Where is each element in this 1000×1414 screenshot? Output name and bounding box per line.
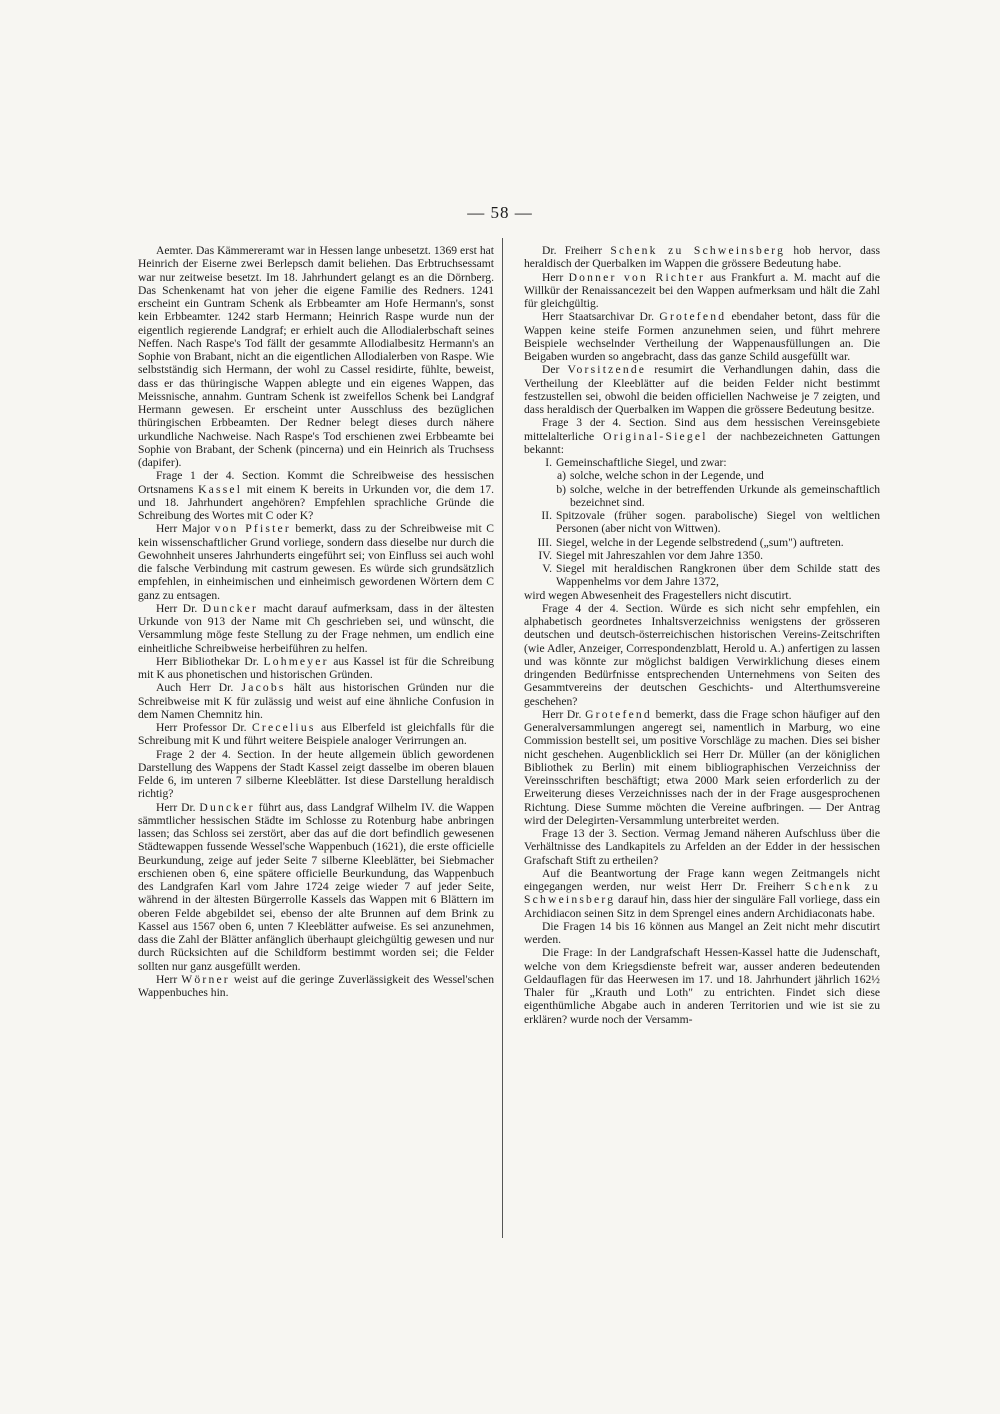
left-paragraph — [138, 748, 494, 801]
speaker-name: Grotefend — [659, 310, 727, 324]
speaker-name: Wörner — [181, 972, 230, 986]
list-item — [524, 469, 880, 482]
left-paragraph — [138, 469, 494, 522]
right-intro-paragraph — [524, 416, 880, 456]
paragraph-text: der nachbezeichneten Gattungen bekannt: — [524, 429, 880, 456]
column-divider — [502, 238, 503, 1238]
right-paragraph — [524, 867, 880, 920]
list-item-number: V. — [542, 562, 552, 575]
speaker-name: Duncker — [199, 800, 255, 814]
paragraph-text: Herr Professor Dr. — [156, 721, 252, 734]
paragraph-text: Der — [542, 363, 568, 377]
paragraph-text: hält aus historischen Gründen nur die Schreibweise mit K für zulässig und weist auf eine ähnliche Confusion in dem Namen Chemnitz hin. — [138, 681, 494, 721]
paragraph-text: darauf hin, dass hier der singuläre Fall vorliege, dass ein Archidiacon seinen Sitz in dem Sprengel eines andern Archidiaconats habe. — [524, 893, 880, 920]
paragraph-text: aus Kassel ist für die Schreibung mit K aus phonetischen und historischen Gründen. — [138, 654, 494, 681]
right-paragraph — [524, 708, 880, 827]
speaker-name: von Pfister — [214, 522, 291, 536]
page-number: — 58 — — [467, 203, 533, 222]
list-item — [524, 509, 880, 536]
list-item-number: III. — [537, 535, 552, 549]
left-paragraph — [138, 973, 494, 1000]
right-paragraph — [524, 827, 880, 867]
right-intro-paragraph — [524, 244, 880, 271]
left-paragraph — [138, 244, 494, 469]
speaker-name: Kassel — [198, 482, 243, 496]
paragraph-text: Herr Dr. — [156, 800, 200, 814]
paragraph-text: Frage 2 der 4. Section. In der heute allgemein üblich gewordenen Darstellung des Wappens der Stadt Kassel zeigt dasselbe im oberen blauen Felde 6, im unteren 7 silberne Kleeblätter. Ist diese Darstellung heraldisch richtig? — [138, 747, 494, 801]
right-column — [524, 244, 880, 1026]
paragraph-text: bemerkt, dass zu der Schreibweise mit C kein wissenschaftlicher Grund vorliege, sondern dass dieselbe nur durch die Gewohnheit unseres Jahrhunderts eingeführt sei; von Einfluss sei auch wohl die falsche Verbindung mit castrum gewesen. Es würde sich grundsätzlich empfehlen, in einheimischen und einheimisch gewordenen Wörtern dem C ganz zu entsagen. — [138, 522, 494, 602]
paragraph-text: hob hervor, dass heraldisch der Querbalken im Wappen die grössere Bedeutung habe. — [524, 244, 880, 271]
speaker-name: Crecelius — [251, 721, 316, 734]
list-item-number: IV. — [538, 548, 552, 562]
speaker-name: Donner von Richter — [568, 270, 706, 284]
list-item-text: Gemeinschaftliche Siegel, und zwar: — [556, 456, 727, 469]
paragraph-text: Aemter. Das Kämmereramt war in Hessen lange unbesetzt. 1369 erst hat Heinrich der Eiserne zwei Berlepsch damit beliehen. Das Erbtruchsessamt war nur zeitweise besetzt. Im 18. Jahrhundert gelangt es an die Dörnberg. Das Schenkenamt hat von jeher die eigene Familie des Redners. 1241 erscheint ein Guntram Schenk als Erbbeamter am Hofe Hermann's, sonst kein Erbbeamter. 1242 starb Hermann; Heinrich Raspe wurde nun der eigentlich regierende Landgraf; er erhielt auch die Allodialerbschaft seines Neffen. Nach Raspe's Tod fällt der gesammte Allodialbesitz Hermann's an Sophie von Brabant, nicht an die eigentlichen Allodialerben von Raspe. Wie selbstständig sich Hermann, der wohl zu Cassel residirte, fühlte, beweist, dass er das thüringische Wappen ablegte und ein eigenes Wappen, das Meissnische, annahm. Guntram Schenk ist zweifellos Schenk bei Landgraf Hermann gewesen. Er erscheint unter Ausschluss des bezüglichen thüringischen Erbbeamten. Der Redner belegt dieses durch nähere urkundliche Nachweise. Nach Raspe's Tod erschienen zwei Erbbeamte bei Sophie von Brabant, der Schenk (pincerna) und ein Heinrich als Truchsess (dapifer). — [138, 244, 494, 469]
list-item — [524, 536, 880, 549]
paragraph-text: aus Elberfeld ist gleichfalls für die Schreibung mit K und führt weitere Beispiele analoger Verirrungen an. — [138, 721, 494, 748]
paragraph-text: Frage 1 der 4. Section. Kommt die Schreibweise des hessischen Ortsnamens — [138, 469, 494, 496]
list-item-text: Siegel mit heraldischen Rangkronen über dem Schilde statt des Wappenhelms vor dem Jahre 1372, — [556, 562, 880, 589]
paragraph-text: mit einem K bereits in Urkunden vor, die dem 17. und 18. Jahrhundert angehören? Empfehlen sprachliche Gründe die Schreibung des Wortes mit C oder K? — [138, 482, 495, 522]
list-item — [524, 483, 880, 510]
right-intro-paragraph — [524, 310, 880, 363]
speaker-name: Grotefend — [585, 707, 652, 721]
list-item-text: Siegel, welche in der Legende selbstredend („sum") auftreten. — [556, 535, 844, 549]
speaker-name: Jacobs — [241, 681, 286, 695]
list-item-text: Spitzovale (früher sogen. parabolische) Siegel von weltlichen Personen (aber nicht von Wittwen). — [556, 509, 880, 536]
paragraph-text: führt aus, dass Landgraf Wilhelm IV. die Wappen sämmtlicher hessischen Städte im Schlosse zu Rotenburg habe anbringen lassen; das Schloss sei zerstört, aber das auf die dort befindlich gewesenen Städtewappen fussende Wessel'sche Wappenbuch (1621), die erste officielle Beurkundung, zeige auf jeder Seite 7 silberne Kleeblätter, bei Siebmacher erschienen oben 6, eine spätere officielle Beurkundung, das Wappenbuch des Landgrafen Karl vom Jahre 1724 zeige wieder 7 auf jeder Seite, während in der ältesten Bürgerrolle Kassels das Wappen mit 6 Blättern im oberen Felde abgebildet sei, ebenso der alte Brunnen auf dem Brink zu Kassel aus 1567 oben 6, unten 7 Kleeblätter aufweise. Es sei anzunehmen, dass die Zahl der Blätter anfänglich überhaupt gleichgültig gewesen und nur durch Rücksichten auf die Schildform bestimmt worden sei; die Felder sollten nur ganz ausgefüllt werden. — [138, 800, 494, 973]
paragraph-text: Herr Bibliothekar Dr. — [156, 654, 264, 668]
paragraph-text: Herr Dr. — [542, 707, 586, 721]
list-tail: wird wegen Abwesenheit des Fragestellers nicht discutirt. — [524, 588, 792, 602]
list-item — [524, 456, 880, 469]
list-item-number: a) — [556, 469, 566, 483]
paragraph-text: Herr — [156, 972, 182, 986]
paragraph-text: Frage 3 der 4. Section. Sind aus dem hessischen Vereinsgebiete mittelalterliche — [524, 416, 880, 443]
speaker-name: Original-Siegel — [603, 429, 708, 443]
right-paragraphs — [524, 602, 880, 1026]
list-item-text: solche, welche schon in der Legende, und — [570, 469, 764, 483]
left-paragraph — [138, 721, 494, 748]
left-paragraph — [138, 655, 494, 682]
speaker-name: Schenk zu Schweinsberg — [610, 244, 786, 257]
paragraph-text: ebendaher betont, dass für die Wappen keine steife Formen anzunehmen seien, und führt mehrere Beispiele wechselnder Vertheilung der Wappenausfüllungen an. Die Beigaben wurden so angebracht, dass das ganze Schild ausgefüllt war. — [524, 310, 880, 363]
left-column — [138, 244, 494, 999]
paragraph-text: Herr Major — [156, 522, 215, 536]
speaker-name: Schenk zu Schweinsberg — [524, 880, 880, 907]
paragraph-text: aus Frankfurt a. M. macht auf die Willkür der Renaissancezeit bei den Wappen aufmerksam und hält die Zahl für gleichgültig. — [524, 270, 881, 310]
list-item-text: Siegel mit Jahreszahlen vor dem Jahre 1350. — [556, 548, 764, 562]
paragraph-text: bemerkt, dass die Frage schon häufiger auf den Generalversammlungen angeregt sei, namentlich in Marburg, wo eine Commission bestellt sei, um positive Vorschläge zu machen. Dies sei bisher nicht geschehen. Augenblicklich sei Herr Dr. Müller (an der königlichen Bibliothek zu Berlin) mit einem bibliographischen Verzeichniss der Vereinsschriften beschäftigt; etwa 2000 Mark seien erforderlich zu der Erweiterung dieses Verzeichnisses nach der in der Frage ausgesprochenen Richtung. Diese Summe möchten die Vereine aufbringen. — Der Antrag wird der Delegirten-Versammlung unterbreitet werden. — [524, 707, 880, 827]
right-paragraph — [524, 602, 880, 708]
paragraph-text: Die Frage: In der Landgrafschaft Hessen-Kassel hatte die Judenschaft, welche von dem Kriegsdienste befreit war, ausser anderen bedeutenden Geldauflagen für das Heerwesen im 17. und 18. Jahrhundert jährlich 162½ Thaler für „Krauth und Loth" zu entrichten. Findet sich diese eigenthümliche Abgabe auch in anderen Territorien und wie ist sie zu erklären? wurde noch der Versamm- — [524, 946, 880, 1026]
speaker-name: Duncker — [202, 601, 259, 615]
paragraph-text: Herr — [542, 270, 569, 284]
left-paragraph — [138, 602, 494, 655]
paragraph-text: resumirt die Verhandlungen dahin, dass die Vertheilung der Kleeblätter auf die beiden Felder nicht bestimmt festzustellen sei, obwohl die beiden officiellen Nachweise je 7 zeigten, und dass heraldisch der Querbalken im Wappen die grössere Bedeutung besitze. — [524, 363, 881, 416]
right-paragraph — [524, 946, 880, 1026]
right-intro-paragraphs — [524, 244, 880, 456]
paragraph-text: Auch Herr Dr. — [156, 681, 242, 695]
paragraph-text: Dr. Freiherr — [542, 244, 611, 257]
list-item — [524, 562, 880, 589]
left-paragraph — [138, 681, 494, 721]
right-intro-paragraph — [524, 271, 880, 311]
paragraph-text: Frage 4 der 4. Section. Würde es sich nicht sehr empfehlen, ein alphabetisch geordnetes Inhaltsverzeichniss wenigstens der grösseren deutschen und deutsch-österreichischen historischen Vereins-Zeitschriften (wie Adler, Anzeiger, Correspondenzblatt, Herold u. A.) anfertigen zu lassen und was könnte zur möglichst baldigen Verwirklichung dieses einem dringenden Bedürfnisse entsprechenden Unternehmens von Seiten des Gesammtvereins der deutschen Geschichts- und Alterthumsvereine geschehen? — [524, 601, 880, 708]
paragraph-text: weist auf die geringe Zuverlässigkeit des Wessel'schen Wappenbuches hin. — [138, 972, 494, 999]
right-intro-paragraph — [524, 363, 880, 416]
list-item-number: II. — [541, 509, 552, 522]
left-paragraph — [138, 522, 494, 602]
paragraph-text: Auf die Beantwortung der Frage kann wegen Zeitmangels nicht eingegangen werden, nur weist Herr Dr. Freiherr — [524, 866, 880, 893]
speaker-name: Lohmeyer — [263, 654, 329, 668]
left-paragraph — [138, 801, 494, 973]
list-item-number: b) — [556, 482, 566, 496]
paragraph-text: Frage 13 der 3. Section. Vermag Jemand näheren Aufschluss über die Verhältnisse des Landkapitels zu Arfelden an der Edder in der hessischen Grafschaft Stift zu ertheilen? — [524, 827, 880, 867]
list-item — [524, 549, 880, 562]
paragraph-text: macht darauf aufmerksam, dass in der ältesten Urkunde von 913 der Name mit Ch geschrieben sei, und wünscht, die Versammlung möge feste Stellung zu der Frage nehmen, um endlich eine einheitliche Schreibweise herbeiführen zu helfen. — [138, 601, 495, 655]
list-item-text: solche, welche in der betreffenden Urkunde als gemeinschaftlich bezeichnet sind. — [570, 482, 880, 509]
paragraph-text: Die Fragen 14 bis 16 können aus Mangel an Zeit nicht mehr discutirt werden. — [524, 919, 880, 946]
speaker-name: Vorsitzende — [567, 363, 647, 377]
list-item-number: I. — [545, 456, 552, 469]
paragraph-text: Herr Dr. — [156, 601, 203, 615]
seal-types-list — [524, 456, 880, 589]
paragraph-text: Herr Staatsarchivar Dr. — [542, 310, 660, 324]
right-paragraph — [524, 920, 880, 947]
